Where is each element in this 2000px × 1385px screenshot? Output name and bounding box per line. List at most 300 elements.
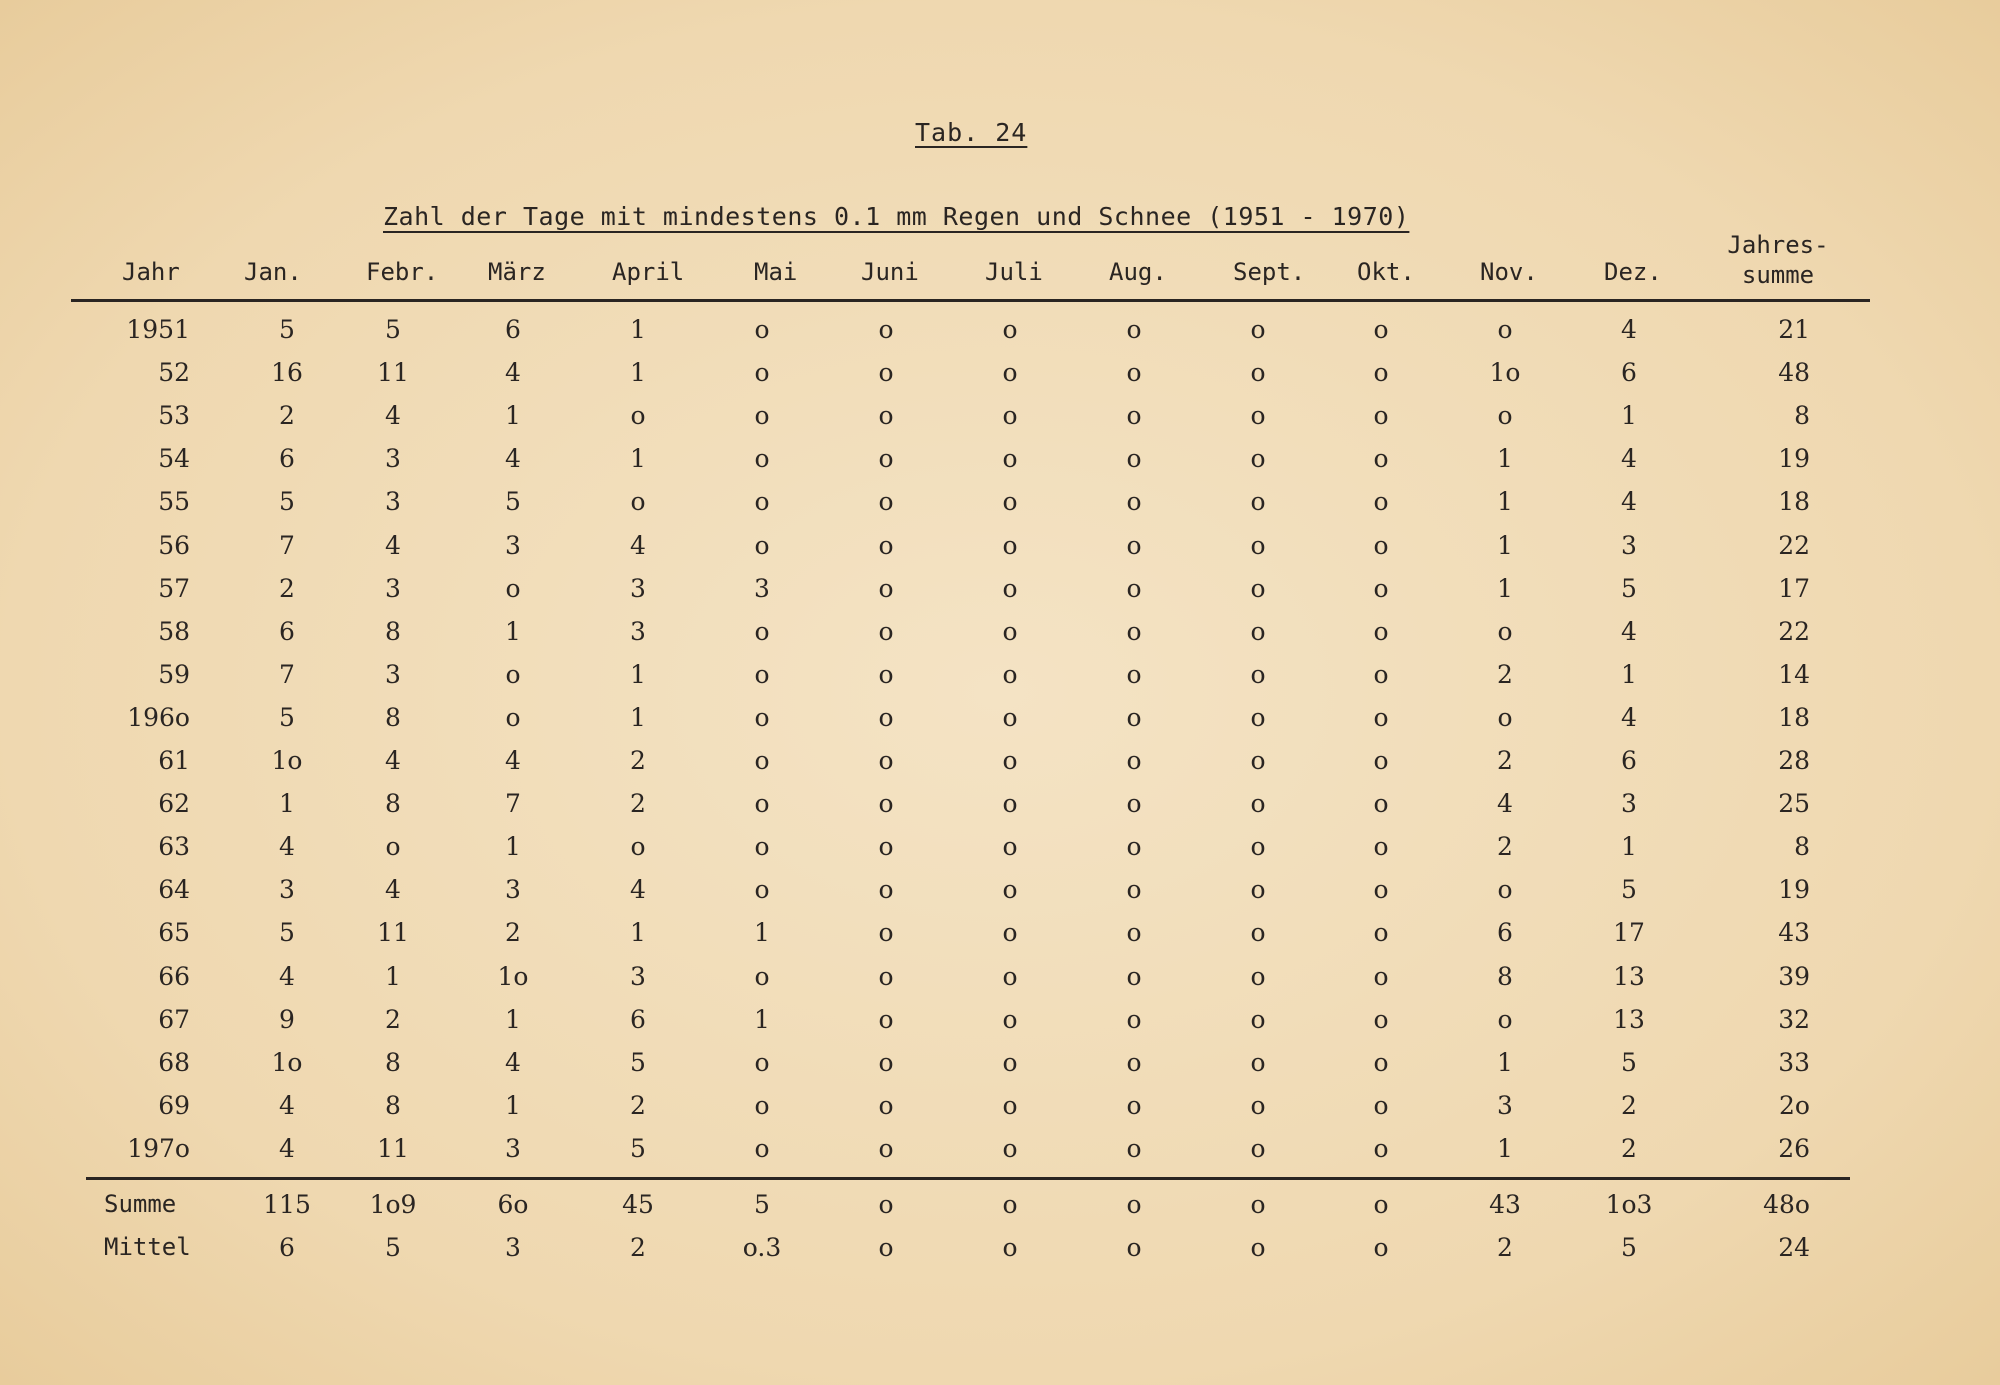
- month-value-cell: o: [1250, 616, 1266, 646]
- month-value-cell: 4: [279, 1090, 295, 1120]
- month-value-cell: o.3: [742, 1233, 782, 1262]
- year-cell: 65: [158, 918, 190, 948]
- month-value-cell: o: [754, 789, 770, 819]
- month-value-cell: o: [1002, 315, 1018, 344]
- annual-sum-cell: 48: [1778, 358, 1810, 388]
- year-cell: 59: [158, 659, 190, 689]
- month-value-cell: 1: [630, 315, 646, 344]
- month-value-cell: o: [630, 401, 646, 431]
- month-value-cell: o: [1497, 401, 1513, 431]
- month-value-cell: o: [1250, 918, 1266, 948]
- header-sept: Sept.: [1233, 258, 1306, 286]
- month-value-cell: o: [1250, 1090, 1266, 1120]
- month-value-cell: o: [1002, 1233, 1018, 1262]
- year-cell: 69: [158, 1090, 190, 1120]
- month-value-cell: 4: [1621, 702, 1637, 732]
- month-value-cell: o: [1002, 789, 1018, 819]
- month-value-cell: 5: [630, 1047, 646, 1077]
- year-cell: 54: [158, 444, 190, 474]
- month-value-cell: 11: [377, 918, 409, 948]
- month-value-cell: o: [754, 444, 770, 474]
- month-value-cell: o: [1126, 789, 1142, 819]
- month-value-cell: o: [1126, 315, 1142, 344]
- month-value-cell: 1: [1621, 832, 1637, 862]
- month-value-cell: 3: [385, 487, 401, 517]
- month-value-cell: 1: [630, 358, 646, 388]
- month-value-cell: o: [1373, 530, 1389, 560]
- month-value-cell: 5: [279, 487, 295, 517]
- month-value-cell: 1: [630, 702, 646, 732]
- month-value-cell: 4: [505, 1047, 521, 1077]
- month-value-cell: o: [1373, 444, 1389, 474]
- month-value-cell: 1o: [1489, 358, 1521, 388]
- month-value-cell: 5: [1621, 573, 1637, 603]
- month-value-cell: 4: [385, 746, 401, 775]
- month-value-cell: 4: [630, 530, 646, 560]
- year-cell: 64: [158, 875, 190, 905]
- month-value-cell: 1o9: [369, 1190, 417, 1219]
- year-cell: Mittel: [104, 1233, 191, 1261]
- annual-sum-cell: 28: [1778, 746, 1810, 775]
- month-value-cell: 4: [385, 875, 401, 905]
- month-value-cell: o: [878, 659, 894, 689]
- annual-sum-cell: 33: [1778, 1047, 1810, 1077]
- month-value-cell: o: [1250, 961, 1266, 991]
- month-value-cell: 3: [385, 659, 401, 689]
- month-value-cell: 5: [279, 918, 295, 948]
- annual-sum-cell: 8: [1794, 832, 1810, 862]
- month-value-cell: o: [1373, 961, 1389, 991]
- annual-sum-cell: 43: [1778, 918, 1810, 948]
- month-value-cell: 3: [505, 875, 521, 905]
- month-value-cell: 2: [630, 746, 646, 775]
- month-value-cell: o: [630, 487, 646, 517]
- header-jahressumme: [1718, 230, 1838, 290]
- annual-sum-cell: 19: [1778, 444, 1810, 474]
- month-value-cell: o: [1250, 746, 1266, 775]
- month-value-cell: o: [754, 832, 770, 862]
- month-value-cell: 3: [754, 573, 770, 603]
- annual-sum-cell: 48o: [1763, 1190, 1810, 1219]
- month-value-cell: 17: [1613, 918, 1645, 948]
- month-value-cell: o: [1250, 789, 1266, 819]
- month-value-cell: o: [1373, 918, 1389, 948]
- month-value-cell: 5: [279, 315, 295, 344]
- month-value-cell: 2: [630, 789, 646, 819]
- month-value-cell: 6: [630, 1004, 646, 1034]
- month-value-cell: 3: [1621, 530, 1637, 560]
- month-value-cell: o: [878, 573, 894, 603]
- month-value-cell: o: [1373, 702, 1389, 732]
- header-mai: Mai: [754, 258, 798, 286]
- month-value-cell: 8: [385, 702, 401, 732]
- month-value-cell: o: [878, 1090, 894, 1120]
- month-value-cell: o: [1126, 530, 1142, 560]
- month-value-cell: o: [878, 875, 894, 905]
- month-value-cell: o: [385, 832, 401, 862]
- month-value-cell: 4: [1621, 315, 1637, 344]
- month-value-cell: 2: [1497, 659, 1513, 689]
- month-value-cell: o: [878, 444, 894, 474]
- year-cell: 63: [158, 832, 190, 862]
- month-value-cell: o: [1126, 573, 1142, 603]
- month-value-cell: 2: [1497, 832, 1513, 862]
- month-value-cell: o: [1126, 918, 1142, 948]
- month-value-cell: 5: [1621, 1047, 1637, 1077]
- annual-sum-cell: 22: [1778, 530, 1810, 560]
- month-value-cell: 2: [279, 401, 295, 431]
- month-value-cell: 4: [505, 444, 521, 474]
- month-value-cell: o: [1497, 702, 1513, 732]
- month-value-cell: o: [1002, 746, 1018, 775]
- month-value-cell: 45: [622, 1190, 654, 1219]
- month-value-cell: o: [1002, 444, 1018, 474]
- year-cell: 55: [158, 487, 190, 517]
- month-value-cell: 13: [1613, 1004, 1645, 1034]
- month-value-cell: 1: [630, 918, 646, 948]
- month-value-cell: 1: [505, 832, 521, 862]
- month-value-cell: 5: [630, 1133, 646, 1163]
- month-value-cell: o: [1126, 358, 1142, 388]
- month-value-cell: 6o: [497, 1190, 529, 1219]
- month-value-cell: 1: [279, 789, 295, 819]
- annual-sum-cell: 2o: [1779, 1090, 1810, 1120]
- month-value-cell: o: [878, 358, 894, 388]
- month-value-cell: o: [1002, 918, 1018, 948]
- month-value-cell: o: [1373, 659, 1389, 689]
- header-rule: [71, 299, 1870, 302]
- month-value-cell: o: [754, 315, 770, 344]
- month-value-cell: 1o3: [1605, 1190, 1653, 1219]
- month-value-cell: o: [1002, 1133, 1018, 1163]
- month-value-cell: o: [1250, 401, 1266, 431]
- year-cell: 58: [158, 616, 190, 646]
- month-value-cell: 3: [505, 530, 521, 560]
- month-value-cell: 5: [279, 702, 295, 732]
- month-value-cell: 5: [1621, 1233, 1637, 1262]
- month-value-cell: 5: [1621, 875, 1637, 905]
- month-value-cell: 4: [1621, 616, 1637, 646]
- month-value-cell: o: [878, 746, 894, 775]
- month-value-cell: 1: [1497, 573, 1513, 603]
- month-value-cell: o: [1373, 358, 1389, 388]
- month-value-cell: 1: [385, 961, 401, 991]
- month-value-cell: o: [754, 530, 770, 560]
- month-value-cell: o: [754, 616, 770, 646]
- month-value-cell: o: [1250, 1190, 1266, 1219]
- month-value-cell: 2: [1497, 746, 1513, 775]
- annual-sum-cell: 8: [1794, 401, 1810, 431]
- month-value-cell: 1: [1497, 487, 1513, 517]
- month-value-cell: o: [754, 1047, 770, 1077]
- month-value-cell: o: [878, 616, 894, 646]
- month-value-cell: o: [878, 487, 894, 517]
- month-value-cell: o: [1126, 832, 1142, 862]
- month-value-cell: 3: [630, 961, 646, 991]
- annual-sum-cell: 39: [1778, 961, 1810, 991]
- month-value-cell: o: [1002, 659, 1018, 689]
- annual-sum-cell: 18: [1778, 702, 1810, 732]
- year-cell: Summe: [104, 1190, 177, 1218]
- header-juni: Juni: [861, 258, 919, 286]
- month-value-cell: o: [1126, 1190, 1142, 1219]
- month-value-cell: o: [1250, 702, 1266, 732]
- month-value-cell: 3: [630, 573, 646, 603]
- month-value-cell: 6: [1497, 918, 1513, 948]
- month-value-cell: 3: [1497, 1090, 1513, 1120]
- month-value-cell: o: [1126, 444, 1142, 474]
- month-value-cell: 4: [279, 832, 295, 862]
- month-value-cell: o: [878, 1133, 894, 1163]
- month-value-cell: o: [1126, 1090, 1142, 1120]
- month-value-cell: 5: [385, 1233, 401, 1262]
- month-value-cell: 8: [385, 1047, 401, 1077]
- month-value-cell: o: [878, 961, 894, 991]
- year-cell: 66: [158, 961, 190, 991]
- annual-sum-cell: 22: [1778, 616, 1810, 646]
- annual-sum-cell: 25: [1778, 789, 1810, 819]
- month-value-cell: o: [878, 315, 894, 344]
- month-value-cell: 1: [1497, 530, 1513, 560]
- month-value-cell: o: [1373, 789, 1389, 819]
- month-value-cell: 1: [505, 1090, 521, 1120]
- month-value-cell: o: [1250, 1233, 1266, 1262]
- month-value-cell: o: [1126, 1047, 1142, 1077]
- month-value-cell: o: [1250, 659, 1266, 689]
- month-value-cell: o: [1002, 358, 1018, 388]
- month-value-cell: o: [1373, 315, 1389, 344]
- year-cell: 1951: [126, 315, 190, 344]
- month-value-cell: o: [1250, 1004, 1266, 1034]
- month-value-cell: 1: [1621, 401, 1637, 431]
- month-value-cell: 1: [505, 401, 521, 431]
- month-value-cell: 4: [279, 961, 295, 991]
- month-value-cell: o: [1002, 961, 1018, 991]
- month-value-cell: 6: [1621, 746, 1637, 775]
- header-maerz: März: [488, 258, 546, 286]
- year-cell: 197o: [127, 1133, 190, 1163]
- month-value-cell: o: [1373, 1047, 1389, 1077]
- month-value-cell: o: [754, 358, 770, 388]
- month-value-cell: o: [1002, 832, 1018, 862]
- month-value-cell: 4: [1497, 789, 1513, 819]
- month-value-cell: o: [754, 961, 770, 991]
- month-value-cell: o: [1250, 832, 1266, 862]
- month-value-cell: 4: [1621, 487, 1637, 517]
- annual-sum-cell: 18: [1778, 487, 1810, 517]
- month-value-cell: o: [1002, 1190, 1018, 1219]
- month-value-cell: o: [754, 401, 770, 431]
- month-value-cell: 6: [505, 315, 521, 344]
- month-value-cell: o: [1126, 659, 1142, 689]
- month-value-cell: 7: [505, 789, 521, 819]
- month-value-cell: 1: [630, 659, 646, 689]
- month-value-cell: o: [1373, 832, 1389, 862]
- year-cell: 52: [158, 358, 190, 388]
- month-value-cell: o: [1250, 530, 1266, 560]
- month-value-cell: o: [1126, 702, 1142, 732]
- table-caption: Zahl der Tage mit mindestens 0.1 mm Regen und Schnee (1951 - 1970): [383, 202, 1410, 231]
- month-value-cell: o: [878, 1190, 894, 1219]
- month-value-cell: o: [1497, 315, 1513, 344]
- year-cell: 56: [158, 530, 190, 560]
- month-value-cell: o: [1002, 530, 1018, 560]
- month-value-cell: o: [1002, 1090, 1018, 1120]
- month-value-cell: o: [1126, 961, 1142, 991]
- month-value-cell: 5: [505, 487, 521, 517]
- month-value-cell: 4: [1621, 444, 1637, 474]
- month-value-cell: o: [1126, 1004, 1142, 1034]
- month-value-cell: o: [1497, 875, 1513, 905]
- month-value-cell: 3: [630, 616, 646, 646]
- month-value-cell: 2: [279, 573, 295, 603]
- month-value-cell: o: [505, 702, 521, 732]
- month-value-cell: o: [1497, 1004, 1513, 1034]
- table-number: Tab. 24: [915, 118, 1028, 147]
- month-value-cell: o: [1250, 358, 1266, 388]
- month-value-cell: 1: [1497, 1133, 1513, 1163]
- month-value-cell: o: [505, 659, 521, 689]
- month-value-cell: 2: [385, 1004, 401, 1034]
- month-value-cell: 6: [1621, 358, 1637, 388]
- month-value-cell: o: [1126, 746, 1142, 775]
- month-value-cell: 1: [1621, 659, 1637, 689]
- month-value-cell: 1: [754, 1004, 770, 1034]
- month-value-cell: 8: [385, 789, 401, 819]
- month-value-cell: o: [1373, 573, 1389, 603]
- month-value-cell: o: [754, 875, 770, 905]
- month-value-cell: o: [1002, 1004, 1018, 1034]
- month-value-cell: 2: [505, 918, 521, 948]
- month-value-cell: o: [1373, 1233, 1389, 1262]
- year-cell: 61: [158, 746, 190, 775]
- annual-sum-cell: 17: [1778, 573, 1810, 603]
- header-okt: Okt.: [1357, 258, 1415, 286]
- month-value-cell: o: [1250, 1047, 1266, 1077]
- month-value-cell: 3: [385, 573, 401, 603]
- month-value-cell: 1o: [271, 1047, 303, 1077]
- annual-sum-cell: 24: [1778, 1233, 1810, 1262]
- month-value-cell: 13: [1613, 961, 1645, 991]
- month-value-cell: o: [1126, 1233, 1142, 1262]
- year-cell: 67: [158, 1004, 190, 1034]
- month-value-cell: o: [878, 918, 894, 948]
- month-value-cell: 1: [505, 616, 521, 646]
- month-value-cell: o: [1126, 616, 1142, 646]
- month-value-cell: o: [1250, 444, 1266, 474]
- summary-rule: [86, 1177, 1850, 1180]
- month-value-cell: o: [878, 1004, 894, 1034]
- year-cell: 62: [158, 789, 190, 819]
- month-value-cell: o: [1126, 1133, 1142, 1163]
- month-value-cell: 16: [271, 358, 303, 388]
- header-jahressumme-line2: summe: [1741, 261, 1815, 289]
- month-value-cell: 43: [1489, 1190, 1521, 1219]
- header-nov: Nov.: [1480, 258, 1538, 286]
- month-value-cell: 4: [279, 1133, 295, 1163]
- month-value-cell: o: [1126, 875, 1142, 905]
- year-cell: 68: [158, 1047, 190, 1077]
- month-value-cell: 7: [279, 659, 295, 689]
- month-value-cell: 3: [279, 875, 295, 905]
- header-april: April: [612, 258, 685, 286]
- header-febr: Febr.: [366, 258, 439, 286]
- month-value-cell: o: [878, 832, 894, 862]
- month-value-cell: o: [1250, 875, 1266, 905]
- month-value-cell: 4: [505, 358, 521, 388]
- month-value-cell: 8: [1497, 961, 1513, 991]
- month-value-cell: 7: [279, 530, 295, 560]
- month-value-cell: 2: [630, 1233, 646, 1262]
- month-value-cell: o: [1373, 616, 1389, 646]
- month-value-cell: 2: [1621, 1090, 1637, 1120]
- annual-sum-cell: 19: [1778, 875, 1810, 905]
- month-value-cell: 4: [505, 746, 521, 775]
- month-value-cell: o: [754, 659, 770, 689]
- header-aug: Aug.: [1109, 258, 1167, 286]
- month-value-cell: o: [754, 487, 770, 517]
- month-value-cell: 3: [505, 1133, 521, 1163]
- header-jahressumme-line1: Jahres-: [1727, 231, 1829, 259]
- month-value-cell: 1o: [271, 746, 303, 775]
- month-value-cell: o: [1250, 1133, 1266, 1163]
- month-value-cell: 1: [630, 444, 646, 474]
- month-value-cell: o: [1497, 616, 1513, 646]
- month-value-cell: o: [1002, 573, 1018, 603]
- month-value-cell: o: [878, 1047, 894, 1077]
- month-value-cell: o: [1373, 1090, 1389, 1120]
- annual-sum-cell: 26: [1778, 1133, 1810, 1163]
- month-value-cell: 115: [263, 1190, 311, 1219]
- month-value-cell: 2: [1497, 1233, 1513, 1262]
- month-value-cell: 2: [1621, 1133, 1637, 1163]
- month-value-cell: o: [1250, 487, 1266, 517]
- month-value-cell: o: [754, 1133, 770, 1163]
- month-value-cell: 4: [630, 875, 646, 905]
- month-value-cell: o: [1373, 487, 1389, 517]
- month-value-cell: o: [1002, 702, 1018, 732]
- month-value-cell: o: [1373, 401, 1389, 431]
- month-value-cell: 6: [279, 616, 295, 646]
- year-cell: 53: [158, 401, 190, 431]
- month-value-cell: o: [1373, 1133, 1389, 1163]
- month-value-cell: 8: [385, 616, 401, 646]
- month-value-cell: 11: [377, 358, 409, 388]
- header-juli: Juli: [985, 258, 1043, 286]
- month-value-cell: o: [754, 1090, 770, 1120]
- month-value-cell: o: [878, 1233, 894, 1262]
- month-value-cell: o: [1373, 1004, 1389, 1034]
- month-value-cell: o: [1373, 1190, 1389, 1219]
- month-value-cell: o: [878, 789, 894, 819]
- month-value-cell: 5: [754, 1190, 770, 1219]
- month-value-cell: 3: [1621, 789, 1637, 819]
- month-value-cell: o: [1002, 875, 1018, 905]
- month-value-cell: 11: [377, 1133, 409, 1163]
- header-dez: Dez.: [1604, 258, 1662, 286]
- month-value-cell: o: [878, 401, 894, 431]
- month-value-cell: o: [1126, 401, 1142, 431]
- month-value-cell: o: [630, 832, 646, 862]
- month-value-cell: o: [754, 746, 770, 775]
- month-value-cell: 9: [279, 1004, 295, 1034]
- month-value-cell: o: [1373, 746, 1389, 775]
- month-value-cell: o: [1250, 573, 1266, 603]
- month-value-cell: o: [1002, 1047, 1018, 1077]
- month-value-cell: o: [1002, 487, 1018, 517]
- month-value-cell: 1o: [497, 961, 529, 991]
- month-value-cell: 3: [505, 1233, 521, 1262]
